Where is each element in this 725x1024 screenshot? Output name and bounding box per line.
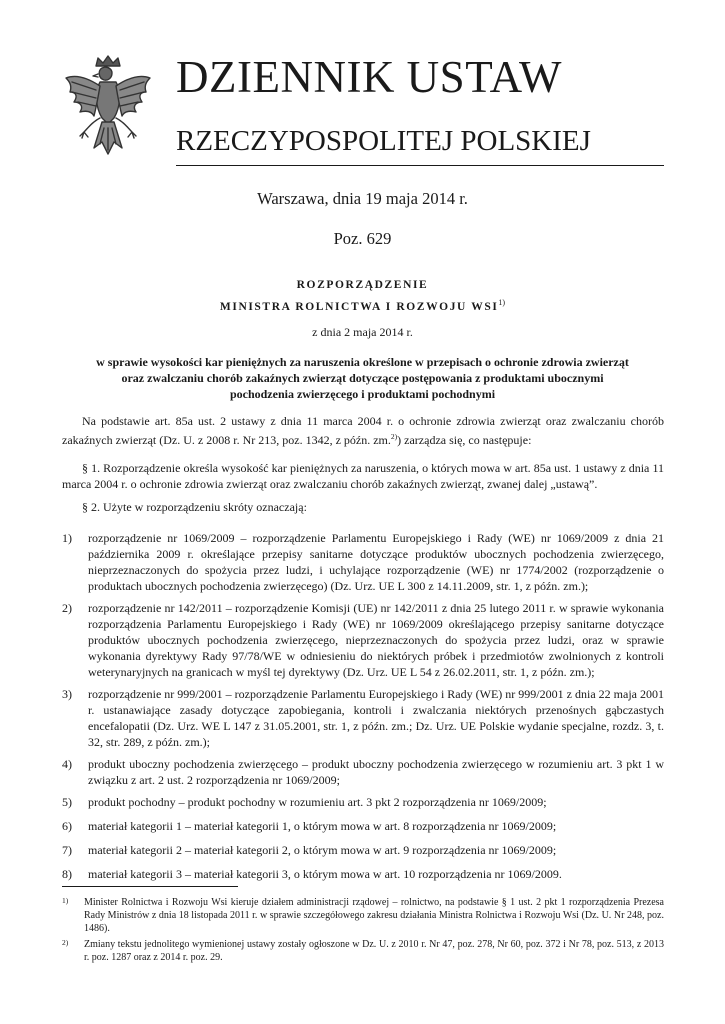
footnote	[62, 938, 664, 964]
definition-item	[62, 600, 664, 680]
item-text: produkt pochodny – produkt pochodny w rozumieniu art. 3 pkt 2 rozporządzenia nr 1069/2009;	[88, 795, 547, 809]
subject-line: pochodzenia zwierzęcego i produktami pochodnymi	[229, 387, 496, 401]
section-1	[62, 460, 664, 492]
masthead-title: DZIENNIK USTAW	[176, 52, 562, 102]
section-2	[62, 499, 664, 515]
section-2-text: § 2. Użyte w rozporządzeniu skróty oznaczają:	[82, 500, 307, 514]
footnote-mark: 2)	[62, 938, 69, 947]
definition-item	[62, 842, 664, 858]
item-number: 5)	[62, 795, 72, 809]
preamble-end: ) zarządza się, co następuje:	[397, 433, 532, 447]
item-text: rozporządzenie nr 999/2001 – rozporządzenie Parlamentu Europejskiego i Rady (WE) nr 999/2001 z dnia 22 maja 2001 r. ustanawiające zasady dotyczące zapobiegania, kontroli i zwalczania niektórych przenośnych gąbczastych encefalopatii (Dz. Urz. WE L 147 z 31.05.2001, str. 1, z późn. zm.; Dz. Urz. UE Polskie wydanie specjalne, rozdz. 3, t. 32, str. 289, z późn. zm.);	[88, 687, 664, 749]
item-number: 4)	[62, 757, 72, 771]
item-text: materiał kategorii 2 – materiał kategorii 2, o którym mowa w art. 9 rozporządzenia nr 1069/2009;	[88, 843, 557, 857]
footnote-mark-1: 1)	[498, 298, 506, 307]
footnote-separator	[62, 886, 238, 887]
item-text: rozporządzenie nr 142/2011 – rozporządzenie Komisji (UE) nr 142/2011 z dnia 25 lutego 2011 r. w sprawie wykonania rozporządzenia Parlamentu Europejskiego i Rady (WE) nr 1069/2009 określającego przepisy sanitarne dotyczące produktów ubocznych pochodzenia zwierzęcego, nieprzeznaczonych do spożycia przez ludzi, oraz w sprawie wykonania dyrektywy Rady 97/78/WE w odniesieniu do niektórych próbek i przedmiotów zwolnionych z kontroli weterynaryjnych na granicach w myśl tej dyrektywy (Dz. Urz. UE L 54 z 26.02.2011, str. 1, z późn. zm.);	[88, 601, 664, 679]
footnote-text: Zmiany tekstu jednolitego wymienionej ustawy zostały ogłoszone w Dz. U. z 2010 r. Nr 47, poz. 278, Nr 60, poz. 372 i Nr 78, poz. 513, z 2013 r. poz. 1287 oraz z 2014 r. poz. 29.	[84, 939, 664, 963]
definition-item	[62, 866, 664, 882]
definition-item	[62, 686, 664, 750]
item-text: materiał kategorii 3 – materiał kategorii 3, o którym mowa w art. 10 rozporządzenia nr 1069/2009.	[88, 867, 562, 881]
item-text: rozporządzenie nr 1069/2009 – rozporządzenie Parlamentu Europejskiego i Rady (WE) nr 1069/2009 z dnia 21 października 2009 r. określające przepisy sanitarne dotyczące produktów ubocznych pochodzenia zwierzęcego, nieprzeznaczonych do spożycia przez ludzi, i uchylające rozporządzenie (WE) nr 1774/2002 (rozporządzenie o produktach ubocznych pochodzenia zwierzęcego) (Dz. Urz. UE L 300 z 14.11.2009, str. 1, z późn. zm.);	[88, 531, 664, 593]
act-type: ROZPORZĄDZENIE	[296, 279, 429, 291]
masthead-subtitle: RZECZYPOSPOLITEJ POLSKIEJ	[176, 125, 591, 157]
act-issuer-text: MINISTRA ROLNICTWA I ROZWOJU WSI	[219, 300, 499, 313]
item-text: materiał kategorii 1 – materiał kategorii 1, o którym mowa w art. 8 rozporządzenia nr 1069/2009;	[88, 819, 557, 833]
masthead-rule	[176, 165, 664, 166]
definition-item	[62, 530, 664, 594]
footnote-text: Minister Rolnictwa i Rozwoju Wsi kieruje działem administracji rządowej – rolnictwo, na podstawie § 1 ust. 2 pkt 1 rozporządzenia Prezesa Rady Ministrów z dnia 18 listopada 2011 r. w sprawie szczegółowego zakresu działania Ministra Rolnictwa i Rozwoju Wsi (Dz. U. Nr 248, poz. 1486).	[84, 897, 664, 934]
act-subject	[90, 354, 635, 402]
subject-line: oraz zwalczaniu chorób zakaźnych zwierząt dotyczące postępowania z produktami ubocznymi	[121, 371, 604, 385]
footnote-mark: 1)	[62, 896, 69, 905]
item-number: 7)	[62, 843, 72, 857]
polish-eagle-emblem-icon	[58, 52, 158, 162]
item-number: 8)	[62, 867, 72, 881]
footnote-mark-2: 2)	[390, 432, 398, 441]
item-text: produkt uboczny pochodzenia zwierzęcego – produkt uboczny pochodzenia zwierzęcego w rozumieniu art. 3 pkt 1 w związku z art. 2 ust. 2 rozporządzenia nr 1069/2009;	[88, 757, 664, 787]
preamble-text: Na podstawie art. 85a ust. 2 ustawy z dnia 11 marca 2004 r. o ochronie zdrowia zwierząt oraz zwalczaniu chorób zakaźnych zwierząt (Dz. U. z 2008 r. Nr 213, poz. 1342, z późn. zm.	[62, 414, 664, 447]
definition-item	[62, 818, 664, 834]
definition-item	[62, 756, 664, 788]
footnote	[62, 896, 664, 935]
position-number: Poz. 629	[333, 229, 392, 248]
preamble	[62, 413, 664, 448]
definition-item	[62, 794, 664, 810]
act-date: z dnia 2 maja 2014 r.	[312, 325, 413, 339]
item-number: 3)	[62, 687, 72, 701]
item-number: 6)	[62, 819, 72, 833]
item-number: 1)	[62, 531, 72, 545]
act-issuer	[0, 298, 725, 313]
section-1-text: § 1. Rozporządzenie określa wysokość kar pieniężnych za naruszenia, o których mowa w art. 85a ust. 1 ustawy z dnia 11 marca 2004 r. o ochronie zdrowia zwierząt oraz zwalczaniu chorób zakaźnych zwierząt, zwanej dalej „ustawą”.	[62, 461, 664, 491]
subject-line: w sprawie wysokości kar pieniężnych za naruszenia określone w przepisach o ochronie zdrowia zwierząt	[96, 355, 629, 369]
publication-date: Warszawa, dnia 19 maja 2014 r.	[257, 189, 468, 208]
item-number: 2)	[62, 601, 72, 615]
